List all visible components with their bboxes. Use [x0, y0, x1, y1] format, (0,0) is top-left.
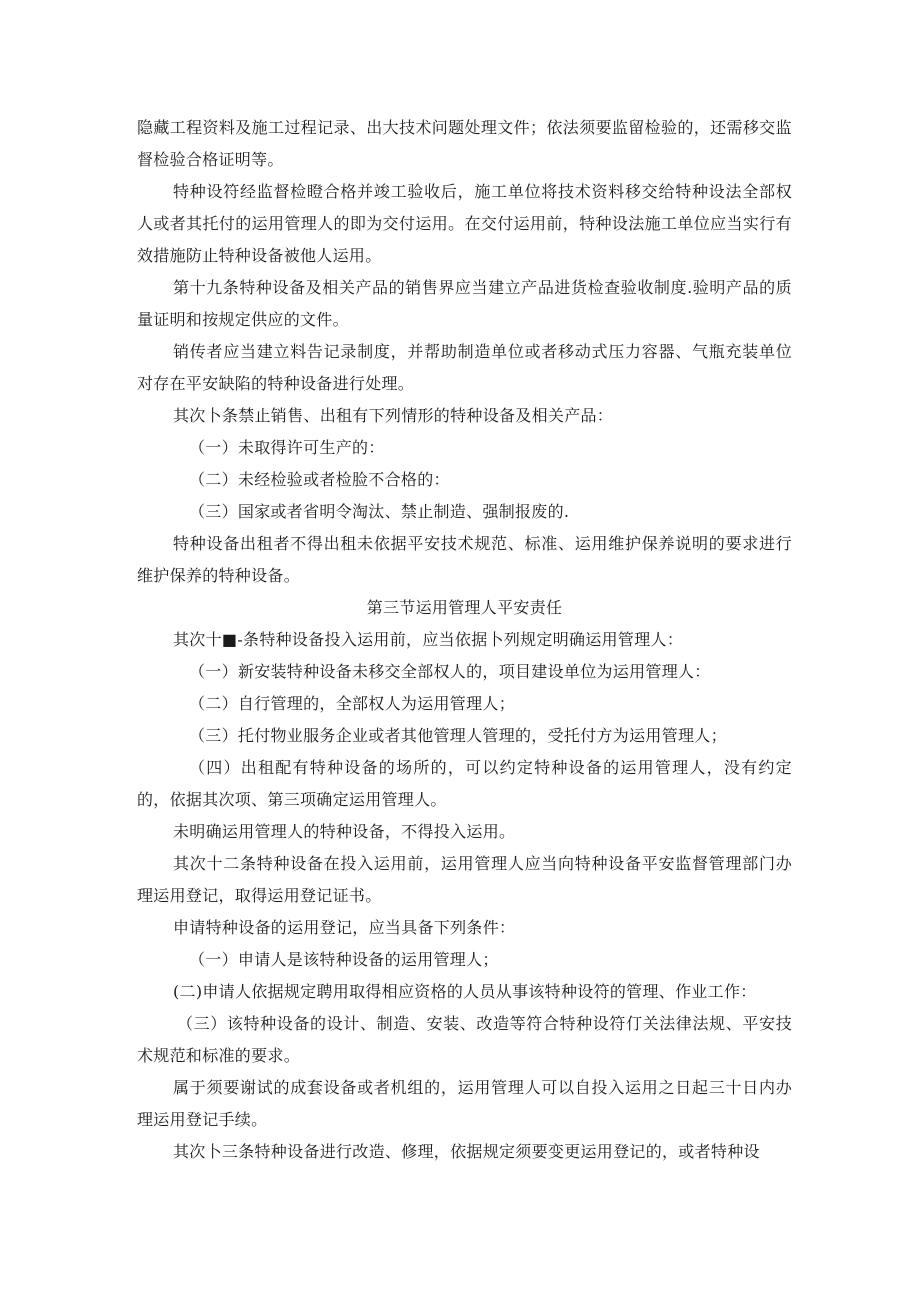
article-21: 其次十■-条特种设备投入运用前，应当依据卜列规定明确运用管理人：: [173, 630, 684, 649]
document-body: [137, 112, 792, 1168]
paragraph-continuation: 隐藏工程资料及施工过程记录、出大技术问题处理文件；依法须要监留检验的，还需移交监督检验合格证明等。: [137, 118, 792, 169]
article-22: 其次十二条特种设备在投入运用前，运用管理人应当向特种设备平安监督管理部门办理运用登记，取得运用登记证书。: [137, 854, 792, 905]
list-item: （三）该特种设备的设计、制造、安装、改造等符合特种设符仃关法律法规、平安技术规范和标准的要求。: [137, 1014, 792, 1065]
paragraph-registration-conditions: 申请特种设备的运用登记，应当具备下列条件：: [173, 918, 516, 937]
list-item: （三）国家或者省明令淘汰、禁止制造、强制报废的.: [189, 502, 570, 521]
paragraph-handover: 特种设符经监督检瞪合格并竣工验收后，施工单位将技术资料移交给特种设法全部权人或者其托付的运用管理人的即为交付运用。在交付运用前，特种设法施工单位应当实行有效措施防止特种设备被他人运用。: [137, 182, 792, 265]
article-20: 其次卜条禁止销售、出租有下列情形的特种设备及相关产品：: [173, 406, 614, 425]
list-item: （一）申请人是该特种设备的运用管理人；: [189, 950, 499, 969]
list-item: （一）新安装特种设备未移交全部权人的，项目建设单位为运用管理人：: [189, 662, 711, 681]
section-heading: 第三节运用管理人平安责任: [366, 598, 563, 617]
list-item: （四）出租配有特种设备的场所的，可以约定特种设备的运用管理人，没有约定的，依据其次项、第三项确定运用管理人。: [137, 758, 792, 809]
paragraph-commissioning: 属于须要谢试的成套设备或者机组的，运用管理人可以自投入运用之日起三十日内办理运用登记手续。: [137, 1078, 792, 1129]
paragraph-rental: 特种设备出租者不得出租未依据平安技术规范、标准、运用维护保养说明的要求进行维护保养的特种设备。: [137, 534, 792, 585]
list-item: （一）未取得许可生产的：: [189, 438, 385, 457]
article-19: 第十九条特种设备及相关产品的销售界应当建立产品进货检查验收制度.验明产品的质量证明和按规定供应的文件。: [137, 278, 792, 329]
paragraph-sales-records: 销传者应当建立料告记录制度，并帮助制造单位或者移动式压力容器、气瓶充装单位对存在平安缺陷的特种设备进行处理。: [137, 342, 792, 393]
list-item: （二）未经检验或者检脸不合格的：: [189, 470, 450, 489]
list-item: (二)申请人依据规定聘用取得相应资格的人员从事该特种设符的管理、作业工作：: [173, 982, 757, 1001]
list-item: （二）自行管理的，全部权人为运用管理人；: [189, 694, 516, 713]
list-item: （三）托付物业服务企业或者其他管理人管理的，受托付方为运用管理人；: [189, 726, 727, 745]
paragraph-no-manager: 未明确运用管理人的特种设备，不得投入运用。: [173, 822, 516, 841]
article-23: 其次卜三条特种设备进行改造、修理，依据规定须要变更运用登记的，或者特种设: [173, 1142, 760, 1161]
